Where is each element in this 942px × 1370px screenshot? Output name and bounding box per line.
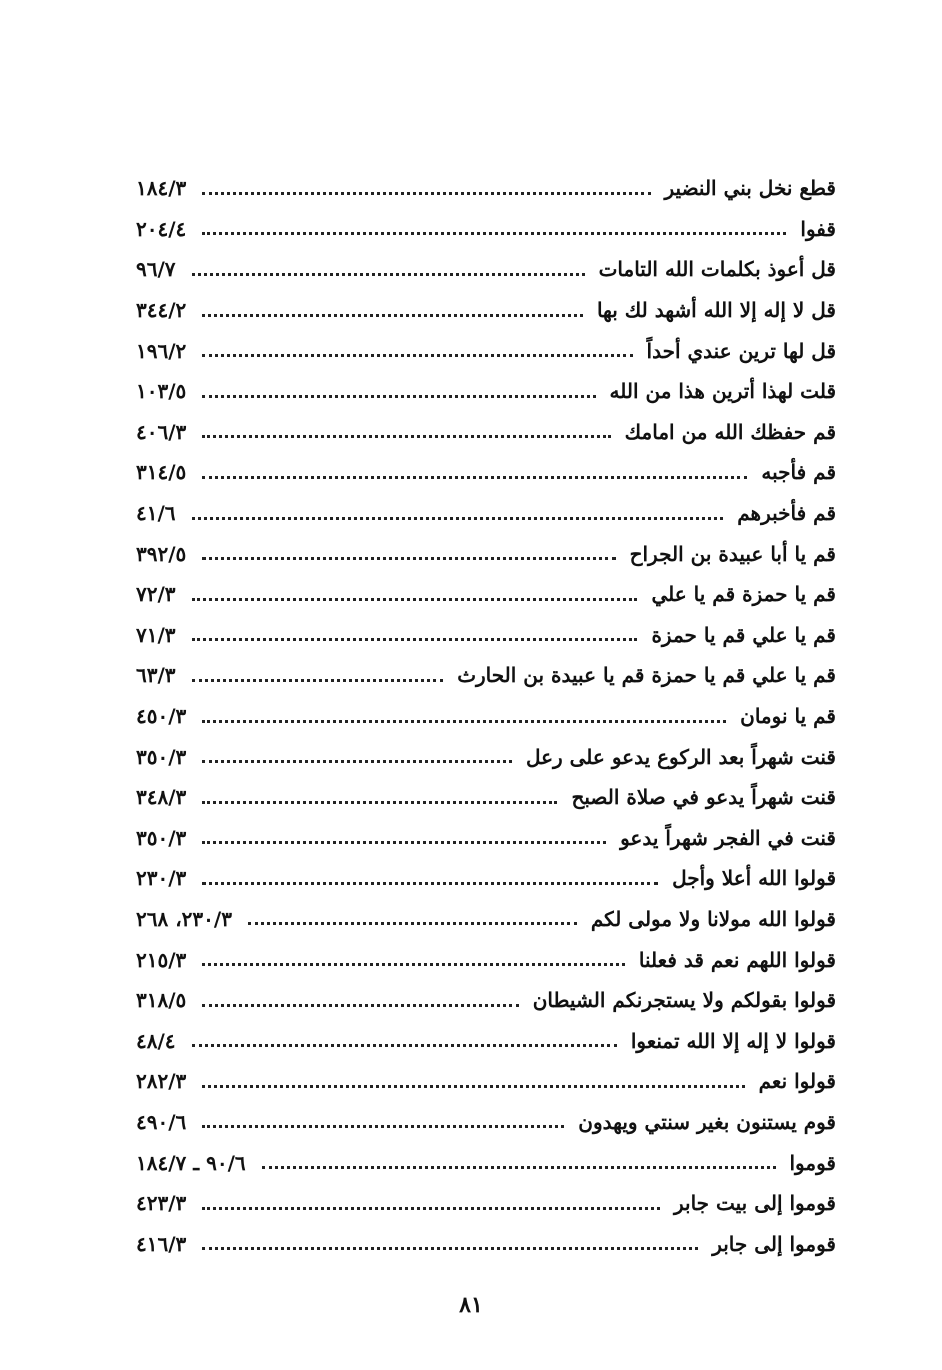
entry-phrase: قوموا إلى بيت جابر xyxy=(673,1191,836,1216)
dot-leader xyxy=(202,1085,744,1088)
dot-leader xyxy=(192,273,585,276)
entry-reference: ٣٩٢/٥ xyxy=(136,541,187,566)
entry-reference: ٤١/٦ xyxy=(136,501,176,526)
dot-leader xyxy=(202,435,610,438)
index-entry xyxy=(136,493,836,534)
entry-reference: ٩٠/٦ ـ ١٨٤/٧ xyxy=(136,1150,246,1175)
index-entry xyxy=(136,452,836,493)
entry-phrase: قولوا الله أعلا وأجل xyxy=(672,866,836,891)
dot-leader xyxy=(202,557,615,560)
entry-phrase: قل لا إله إلا الله أشهد لك بها xyxy=(596,298,836,323)
dot-leader xyxy=(202,841,606,844)
index-entry xyxy=(136,249,836,290)
index-entry xyxy=(136,1142,836,1183)
dot-leader xyxy=(262,1166,776,1169)
entry-phrase: قم يا نومان xyxy=(740,704,836,729)
index-entry xyxy=(136,696,836,737)
entry-phrase: قوم يستنون بغير سنتي ويهدون xyxy=(578,1109,836,1134)
entry-phrase: قم يا علي قم يا حمزة xyxy=(651,622,836,647)
dot-leader xyxy=(192,679,444,682)
entry-phrase: قم فأخبرهم xyxy=(737,501,836,526)
entry-reference: ٤٢٣/٣ xyxy=(136,1191,187,1216)
entry-reference: ١٠٣/٥ xyxy=(136,379,187,404)
index-entry xyxy=(136,1223,836,1264)
entry-phrase: قولوا الله مولانا ولا مولى لكم xyxy=(590,906,836,931)
dot-leader xyxy=(202,1004,518,1007)
index-entry xyxy=(136,533,836,574)
entry-phrase: قولوا بقولكم ولا يستجرنكم الشيطان xyxy=(532,988,836,1013)
index-entry xyxy=(136,209,836,250)
entry-reference: ٣٤٤/٢ xyxy=(136,298,187,323)
entry-phrase: قم يا أبا عبيدة بن الجراح xyxy=(629,541,836,566)
entry-phrase: قل لها ترين عندي أحداً xyxy=(646,338,836,363)
entry-reference: ١٨٤/٣ xyxy=(136,176,187,201)
entry-reference: ٦٣/٣ xyxy=(136,663,176,688)
index-entry xyxy=(136,736,836,777)
entry-phrase: قوموا xyxy=(789,1150,836,1175)
entry-phrase: قم يا حمزة قم يا علي xyxy=(651,582,836,607)
index-entry xyxy=(136,330,836,371)
index-entry xyxy=(136,939,836,980)
entry-reference: ٣٥٠/٣ xyxy=(136,825,187,850)
dot-leader xyxy=(192,517,724,520)
entry-reference: ٢٠٤/٤ xyxy=(136,216,187,241)
entry-reference: ٢٣٠/٣، ٢٦٨ xyxy=(136,906,232,931)
index-entry xyxy=(136,371,836,412)
entry-reference: ٧٢/٣ xyxy=(136,582,176,607)
dot-leader xyxy=(202,314,583,317)
dot-leader xyxy=(202,354,632,357)
dot-leader xyxy=(192,1044,617,1047)
index-entry xyxy=(136,858,836,899)
entry-reference: ٢٣٠/٣ xyxy=(136,866,187,891)
index-entry xyxy=(136,899,836,940)
entry-phrase: قل أعوذ بكلمات الله التامات xyxy=(598,257,836,282)
dot-leader xyxy=(248,922,577,925)
dot-leader xyxy=(202,476,747,479)
entry-phrase: قفوا xyxy=(800,216,836,241)
index-entry xyxy=(136,980,836,1021)
dot-leader xyxy=(202,1207,660,1210)
index-entry xyxy=(136,1061,836,1102)
dot-leader xyxy=(202,192,650,195)
index-entry xyxy=(136,818,836,859)
entry-reference: ٣٥٠/٣ xyxy=(136,744,187,769)
index-entry xyxy=(136,1020,836,1061)
dot-leader xyxy=(202,1247,698,1250)
index-entry xyxy=(136,412,836,453)
entry-phrase: قولوا اللهم نعم قد فعلنا xyxy=(638,947,836,972)
entry-phrase: قولوا نعم xyxy=(758,1069,836,1094)
dot-leader xyxy=(202,1125,564,1128)
entry-phrase: قنت في الفجر شهراً يدعو xyxy=(620,825,836,850)
index-entry xyxy=(136,1102,836,1143)
index-entry xyxy=(136,655,836,696)
index-entry xyxy=(136,290,836,331)
index-list xyxy=(136,168,836,1264)
index-entry xyxy=(136,777,836,818)
index-entry xyxy=(136,615,836,656)
entry-phrase: قم فأجبه xyxy=(761,460,836,485)
dot-leader xyxy=(192,598,638,601)
dot-leader xyxy=(202,882,658,885)
entry-phrase: قلت لهذا أترين هذا من الله xyxy=(609,379,836,404)
entry-phrase: قولوا لا إله إلا الله تمنعوا xyxy=(630,1028,836,1053)
index-entry xyxy=(136,574,836,615)
entry-reference: ٣١٨/٥ xyxy=(136,988,187,1013)
page-number: ٨١ xyxy=(459,1292,483,1318)
entry-reference: ٤٩٠/٦ xyxy=(136,1109,187,1134)
entry-reference: ٢٨٢/٣ xyxy=(136,1069,187,1094)
entry-phrase: قنت شهراً بعد الركوع يدعو على رعل xyxy=(525,744,836,769)
entry-reference: ٧١/٣ xyxy=(136,622,176,647)
entry-reference: ٢١٥/٣ xyxy=(136,947,187,972)
entry-reference: ٣١٤/٥ xyxy=(136,460,187,485)
entry-reference: ٤٨/٤ xyxy=(136,1028,176,1053)
index-entry xyxy=(136,168,836,209)
entry-reference: ٩٦/٧ xyxy=(136,257,176,282)
entry-phrase: قم حفظك الله من امامك xyxy=(624,419,836,444)
dot-leader xyxy=(202,963,625,966)
dot-leader xyxy=(202,232,786,235)
dot-leader xyxy=(202,760,512,763)
index-entry xyxy=(136,1183,836,1224)
entry-phrase: قم يا علي قم يا حمزة قم يا عبيدة بن الحارث xyxy=(457,663,836,688)
dot-leader xyxy=(202,801,557,804)
entry-reference: ١٩٦/٢ xyxy=(136,338,187,363)
entry-phrase: قنت شهراً يدعو في صلاة الصبح xyxy=(571,785,836,810)
dot-leader xyxy=(192,638,638,641)
entry-reference: ٤٠٦/٣ xyxy=(136,419,187,444)
entry-reference: ٤٥٠/٣ xyxy=(136,704,187,729)
entry-phrase: قطع نخل بني النضير xyxy=(664,176,836,201)
entry-reference: ٣٤٨/٣ xyxy=(136,785,187,810)
dot-leader xyxy=(202,395,595,398)
entry-phrase: قوموا إلى جابر xyxy=(712,1231,836,1256)
dot-leader xyxy=(202,720,726,723)
entry-reference: ٤١٦/٣ xyxy=(136,1231,187,1256)
